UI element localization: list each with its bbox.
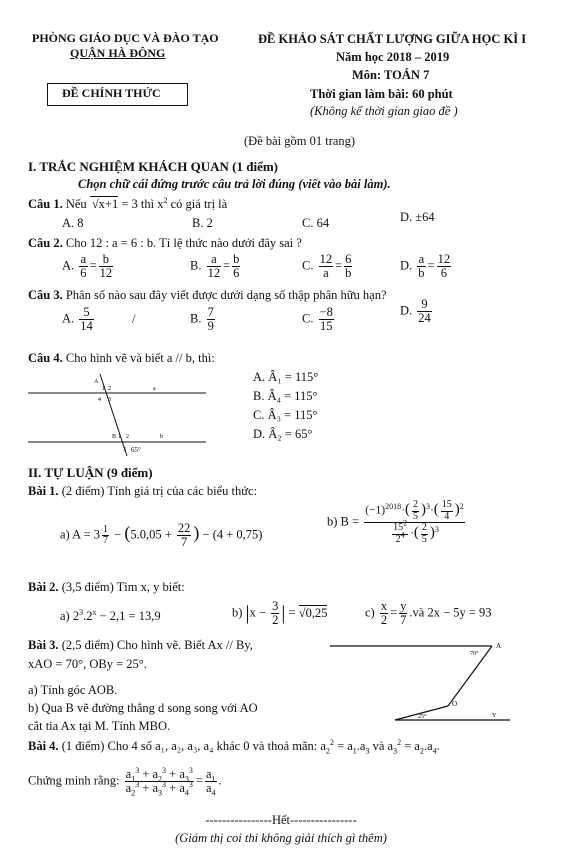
time-note: (Không kể thời gian giao đề ) <box>310 104 458 118</box>
q2-option-d: D. $\frac{a}{b}$ = $\frac{12}{6}$ <box>400 252 451 281</box>
question-3 <box>28 288 387 302</box>
fig3-angle-70: 70° <box>470 651 479 657</box>
q4-label: Câu 4. <box>28 351 63 365</box>
q4-option-b: B. Â₄ = 115° <box>253 389 318 403</box>
department-name: PHÒNG GIÁO DỤC VÀ ĐÀO TẠO <box>32 31 219 45</box>
part2-title: II. TỰ LUẬN (9 điểm) <box>28 465 153 480</box>
q1-option-b: B. 2 <box>192 216 213 230</box>
stray-mark: / <box>132 312 136 326</box>
b4-text: (1 điểm) Cho 4 số a₁, a₂, a₃, a₄ khác 0 và thoả mãn: <box>61 739 318 753</box>
fig4-label-1: 1 <box>102 386 105 392</box>
q3-option-c: C. $\frac{-8}{15}$ <box>302 305 333 334</box>
b2-text: (3,5 điểm) Tìm x, y biết: <box>61 580 185 594</box>
fig3-angle-25: 25° <box>418 714 427 720</box>
bai-4: Bài 4. (1 điểm) Cho 4 số a₁, a₂, a₃, a₄ khác 0 và thoả mãn: $a_2^2 = a_1.a_3$ và $a_3^2 = a_2.a_4$. <box>28 737 440 756</box>
fig4-label-a: a <box>153 386 156 392</box>
fig4-label-B1: 1 <box>118 434 121 440</box>
fig4-label-3b: 3 <box>123 447 126 453</box>
q4-text: Cho hình vẽ và biết a // b, thì: <box>65 351 215 365</box>
b3-part-b-cont: cắt tia Ax tại M. Tính MBO. <box>28 719 171 733</box>
equation-b: b) |x − $\frac{3}{2}$ | = √0,25 <box>232 599 328 628</box>
q2-option-c: C. $\frac{12}{a}$ = $\frac{6}{b}$ <box>302 252 352 281</box>
geometry-figure <box>320 642 520 728</box>
q1-option-d: D. ±64 <box>400 210 435 224</box>
q1-text-a: Nếu <box>65 197 87 211</box>
equation-c: c) $\frac{x}{2}$ = $\frac{y}{7}$ .và 2x − 5y = 93 <box>365 599 492 628</box>
q1-text-b: thì <box>140 197 155 211</box>
q4-option-d: D. Â₂ = 65° <box>253 427 313 441</box>
q3-text: Phân số nào sau đây viết được dưới dạng số thập phân hữu hạn? <box>65 288 387 302</box>
expression-a: a) A = 3 $\frac{1}{7}$ − (5.0,05 + $\frac{22}{7}$ ) − (4 + 0,75) <box>60 521 263 550</box>
district-name: QUẬN HÀ ĐÔNG <box>70 46 166 60</box>
bai-2 <box>28 580 185 594</box>
bai-1 <box>28 484 257 498</box>
question-4 <box>28 351 215 365</box>
fig4-label-b: b <box>160 434 163 440</box>
q3-option-a: A. $\frac{5}{14}$ <box>62 305 93 334</box>
q1-label: Câu 1. <box>28 197 63 211</box>
fig4-angle-65: 65° <box>131 446 141 454</box>
end-marker: ----------------Hết---------------- <box>205 813 357 827</box>
q4-option-a: A. Â₁ = 115° <box>253 370 319 384</box>
fig4-label-A: A <box>94 379 99 385</box>
b1-label: Bài 1. <box>28 484 59 498</box>
page-count: (Đề bài gồm 01 trang) <box>244 134 356 148</box>
q1-text-c: có giá trị là <box>170 197 228 211</box>
fig3-label-A: A <box>496 642 502 650</box>
b2-label: Bài 2. <box>28 580 59 594</box>
fig3-label-O: O <box>452 700 458 708</box>
part1-title: I. TRẮC NGHIỆM KHÁCH QUAN (1 điểm) <box>28 159 279 174</box>
q2-label: Câu 2. <box>28 236 63 250</box>
question-1: Câu 1. Nếu √x+1 = 3 thì $x^2$ có giá trị là <box>28 195 228 211</box>
q1-option-c: C. 64 <box>302 216 330 230</box>
b3-label: Bài 3. <box>28 638 59 652</box>
q1-option-a: A. 8 <box>62 216 84 230</box>
fig4-label-2: 2 <box>108 386 111 392</box>
subject: Môn: TOÁN 7 <box>352 68 430 82</box>
b4-prove: Chứng minh rằng: $\frac{a_1^3 + a_2^3 + a_3^3}{a_2^3 + a_3^3 + a_4^3}$ = $\frac{a_1}{a_4}$ . <box>28 765 222 798</box>
b3-part-a: a) Tính góc AOB. <box>28 683 118 697</box>
fig4-label-4: 4 <box>98 397 101 403</box>
b1-text: (2 điểm) Tính giá trị của các biểu thức: <box>61 484 258 498</box>
b4-label: Bài 4. <box>28 739 59 753</box>
q3-label: Câu 3. <box>28 288 63 302</box>
q2-option-b: B. $\frac{a}{12}$ = $\frac{b}{6}$ <box>190 252 240 281</box>
q2-text: Cho 12 : a = 6 : b. Tỉ lệ thức nào dưới đây sai ? <box>65 236 302 250</box>
footer-note: (Giám thị coi thi không giải thích gì thêm) <box>175 831 387 845</box>
parallel-lines-figure <box>28 372 208 458</box>
b4-prove-label: Chứng minh rằng: <box>28 773 120 788</box>
q2-option-a: A. $\frac{a}{6}$ = $\frac{b}{12}$ <box>62 252 113 281</box>
q3-option-b: B. $\frac{7}{9}$ <box>190 305 214 334</box>
part1-instruction: Chọn chữ cái đứng trước câu trả lời đúng (viết vào bài làm). <box>78 177 391 191</box>
exam-title: ĐỀ KHẢO SÁT CHẤT LƯỢNG GIỮA HỌC KÌ I <box>258 32 527 46</box>
question-2 <box>28 236 302 250</box>
b3-given: xAO = 70°, OBy = 25°. <box>28 657 147 671</box>
q3-option-d: D. $\frac{9}{24}$ <box>400 297 431 326</box>
fig4-label-3: 3 <box>108 397 111 403</box>
sqrt-expr: √x+1 <box>91 197 119 211</box>
q4-option-c: C. Â₃ = 115° <box>253 408 318 422</box>
fig4-label-B2: 2 <box>126 434 129 440</box>
fig3-label-Y: Y <box>492 713 497 719</box>
school-year: Năm học 2018 – 2019 <box>336 50 450 64</box>
time-limit: Thời gian làm bài: 60 phút <box>310 87 453 101</box>
b3-part-b: b) Qua B vẽ đường thẳng d song song với AO <box>28 701 258 715</box>
fig4-label-B: B <box>112 434 117 440</box>
bai-3 <box>28 638 253 652</box>
equation-a: a) $2^3.2^x - 2,1 = 13,9$ <box>60 607 161 623</box>
expression-b: b) B = $(-1)^{2018}\cdot$( $\frac{2}{5}$ )$^3$·( $\frac{15}{4}$ )$^2$ $\frac{15^2}{2^4}$ ·( $\frac{2}{5}$ )$^3$ <box>327 499 464 545</box>
b3-text: (2,5 điểm) Cho hình vẽ. Biết Ax // By, <box>61 638 253 652</box>
official-badge: ĐỀ CHÍNH THỨC <box>47 83 188 106</box>
